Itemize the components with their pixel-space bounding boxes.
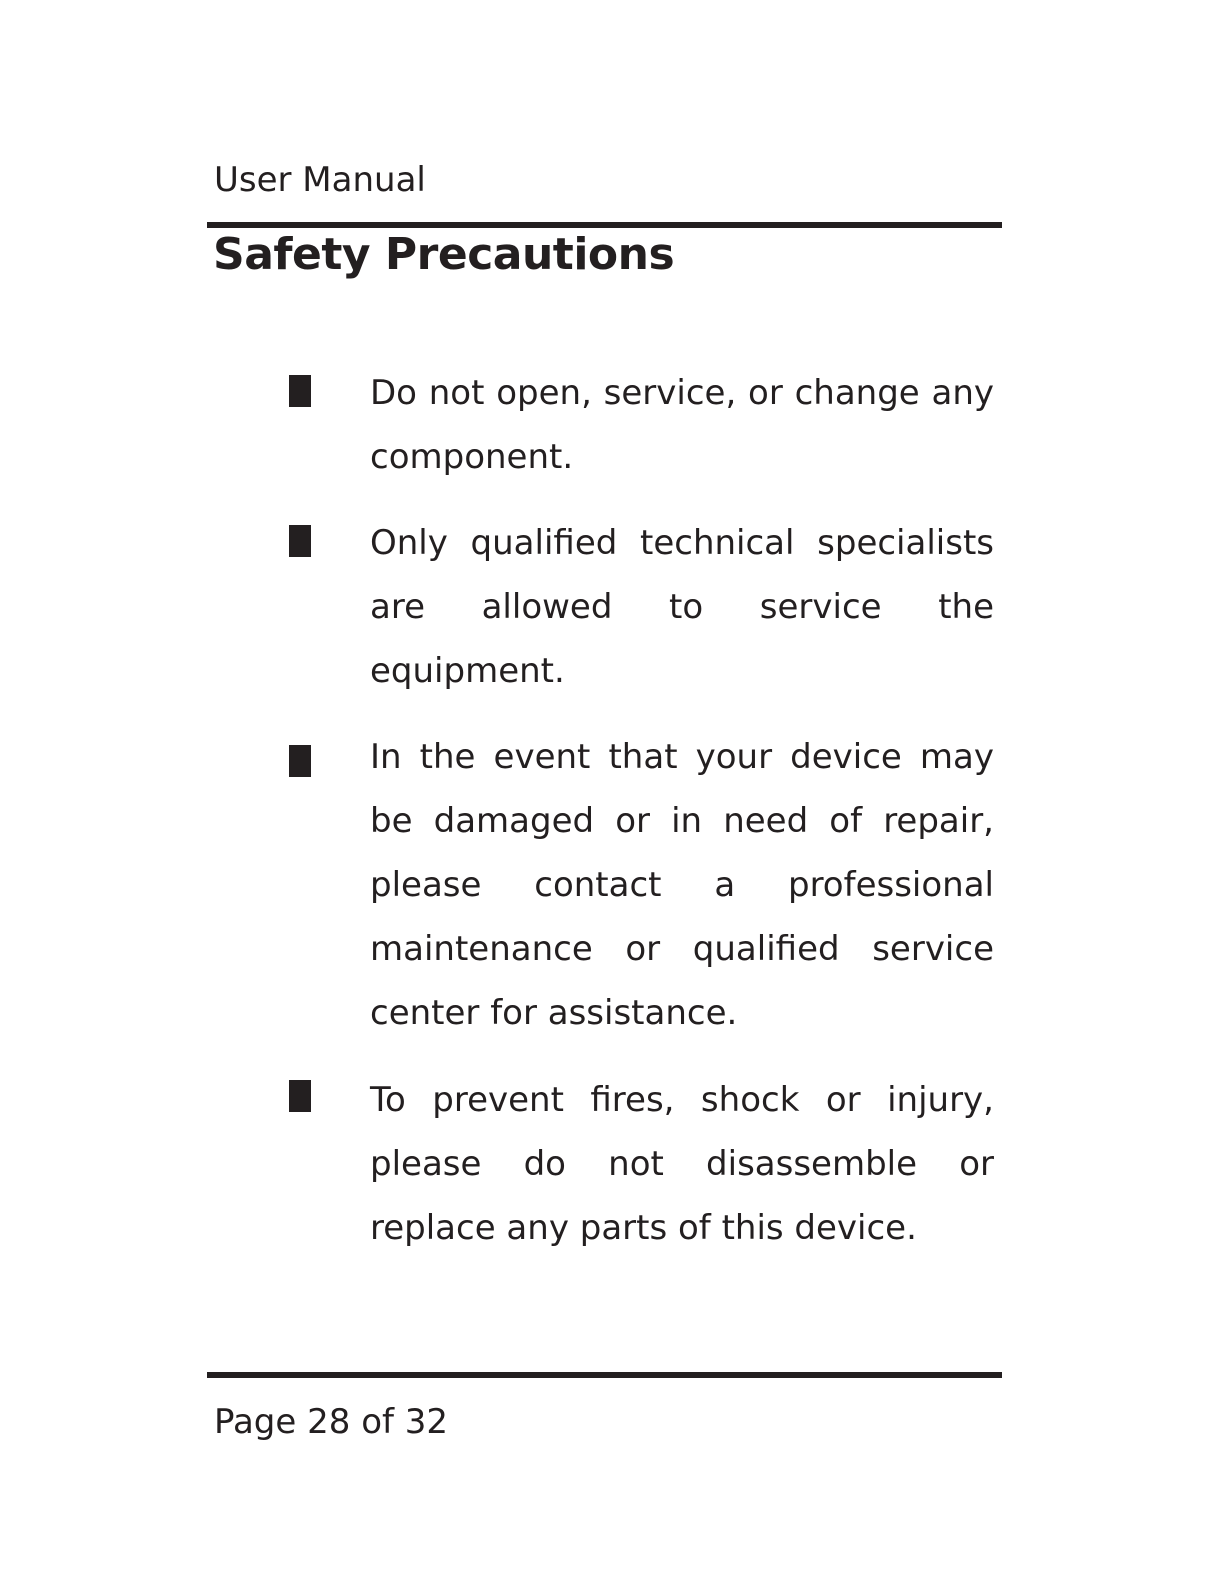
section-title: Safety Precautions <box>213 229 675 280</box>
square-bullet-icon <box>289 375 311 407</box>
footer-divider <box>207 1372 1002 1378</box>
running-header: User Manual <box>214 160 426 200</box>
list-item-text: Do not open, service, or change any component. <box>370 373 994 477</box>
square-bullet-icon <box>289 1080 311 1112</box>
page-number: Page 28 of 32 <box>214 1402 449 1442</box>
list-item-text: Only qualified technical specialists are allowed to service the equipment. <box>370 523 994 691</box>
list-item-text: In the event that your device may be damaged or in need of repair, please contact a professional maintenance or qualified service center for assistance. <box>370 737 994 1033</box>
square-bullet-icon <box>289 745 311 777</box>
list-item-text: To prevent fires, shock or injury, please do not disassemble or replace any parts of this device. <box>370 1080 994 1248</box>
square-bullet-icon <box>289 525 311 557</box>
